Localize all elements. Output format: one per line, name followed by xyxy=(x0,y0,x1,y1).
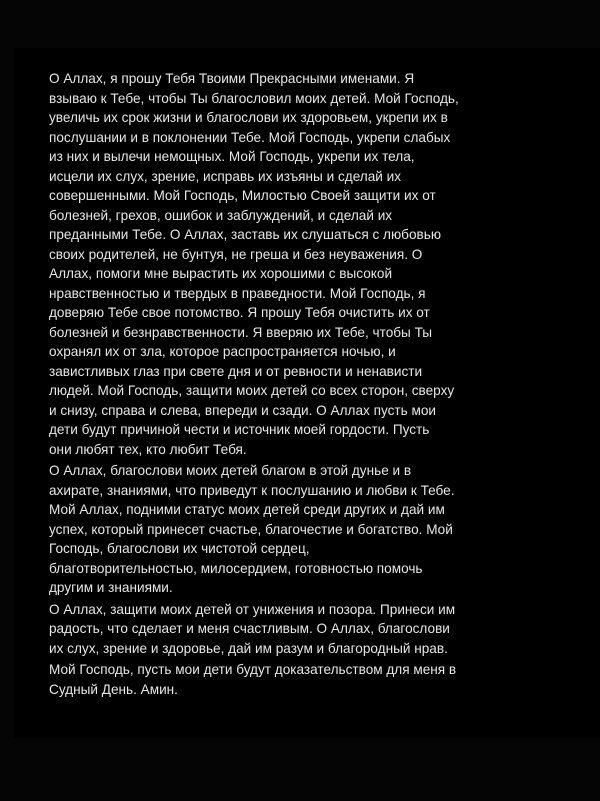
prayer-paragraph-1: О Аллах, я прошу Тебя Твоими Прекрасными именами. Я взываю к Тебе, чтобы Ты благословил моих детей. Мой Господь, увеличь их срок жизни и благослови их здоровьем, укрепи их в послушании и в поклонении Тебе. Мой Господь, укрепи слабых из них и вылечи немощных. Мой Господь, укрепи их тела, исцели их слух, зрение, исправь их изъяны и сделай их совершенными. Мой Господь, Милостью Своей защити их от болезней, грехов, ошибок и заблуждений, и сделай их преданными Тебе. О Аллах, заставь их слушаться с любовью своих родителей, не бунтуя, не греша и без неуважения. О Аллах, помоги мне вырастить их хорошими с высокой нравственностью и твердых в праведности. Мой Господь, я доверяю Тебе свое потомство. Я прошу Тебя очистить их от болезней и безнравственности. Я вверяю их Тебе, чтобы Ты охранял их от зла, которое распространяется ночью, и завистливых глаз при свете дня и от ревности и ненависти людей. Мой Господь, защити моих детей со всех сторон, сверху и снизу, справа и слева, впереди и сзади. О Аллах пусть мои дети будут причиной чести и источник моей гордости. Пусть они любят тех, кто любит Тебя. xyxy=(49,71,459,457)
prayer-text-block xyxy=(49,69,594,701)
prayer-paragraph-2: О Аллах, благослови моих детей благом в этой дунье и в ахирате, знаниями, что приведут к послушанию и любви к Тебе. Мой Аллах, подними статус моих детей среди других и дай им успех, который принесет счастье, благочестие и богатство. Мой Господь, благослови их чистотой сердец, благотворительностью, милосердием, готовностью помочь другим и знаниями. xyxy=(49,463,455,595)
prayer-paragraph-4: Мой Господь, пусть мои дети будут доказательством для меня в Судный День. Амин. xyxy=(49,662,457,697)
prayer-paragraph-3: О Аллах, защити моих детей от унижения и позора. Принеси им радость, что сделает и меня счастливым. О Аллах, благослови их слух, зрение и здоровье, дай им разум и благородный нрав. xyxy=(49,601,456,656)
